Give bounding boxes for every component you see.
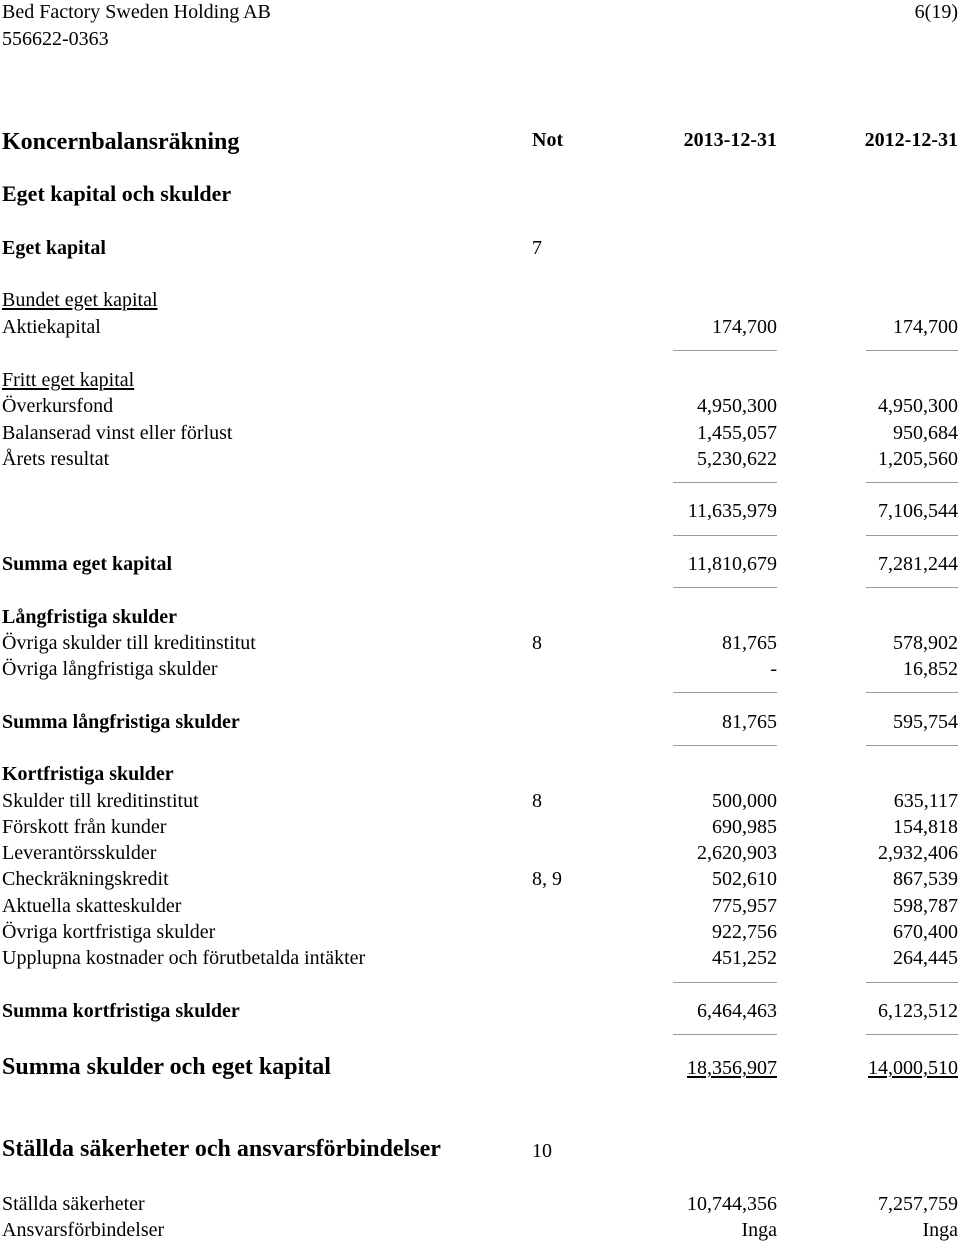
st-row-label: Upplupna kostnader och förutbetalda intäkter bbox=[2, 947, 366, 969]
st-row-2012: 264,445 bbox=[893, 947, 958, 969]
rule bbox=[866, 745, 958, 746]
rule bbox=[673, 482, 777, 483]
lt-kreditinstitut-note: 8 bbox=[532, 632, 542, 654]
rule bbox=[866, 482, 958, 483]
pledged-heading: Ställda säkerheter och ansvarsförbindelser bbox=[2, 1136, 441, 1162]
pledged-note: 10 bbox=[532, 1140, 552, 1162]
restricted-equity-heading: Bundet eget kapital bbox=[2, 289, 158, 311]
short-term-total-2013: 6,464,463 bbox=[697, 1000, 777, 1022]
st-row-label: Leverantörsskulder bbox=[2, 842, 157, 864]
rule bbox=[673, 692, 777, 693]
statement-title: Koncernbalansräkning bbox=[2, 129, 240, 155]
column-heading-2013: 2013-12-31 bbox=[683, 129, 777, 151]
rule bbox=[866, 535, 958, 536]
aktiekapital-2013: 174,700 bbox=[712, 316, 777, 338]
st-row-2012: 598,787 bbox=[893, 895, 958, 917]
column-heading-2012: 2012-12-31 bbox=[864, 129, 958, 151]
st-row-2012: 2,932,406 bbox=[878, 842, 958, 864]
st-row-2013: 502,610 bbox=[712, 868, 777, 890]
balanserad-label: Balanserad vinst eller förlust bbox=[2, 422, 233, 444]
sakerheter-label: Ställda säkerheter bbox=[2, 1193, 145, 1215]
page-number: 6(19) bbox=[914, 1, 958, 23]
grand-total-2013: 18,356,907 bbox=[687, 1057, 777, 1079]
arets-resultat-2013: 5,230,622 bbox=[697, 448, 777, 470]
overkursfond-2013: 4,950,300 bbox=[697, 395, 777, 417]
equity-note: 7 bbox=[532, 237, 542, 259]
rule bbox=[673, 1034, 777, 1035]
aktiekapital-2012: 174,700 bbox=[893, 316, 958, 338]
grand-total-label: Summa skulder och eget kapital bbox=[2, 1054, 331, 1080]
rule bbox=[673, 982, 777, 983]
long-term-total-2012: 595,754 bbox=[893, 711, 958, 733]
rule bbox=[866, 692, 958, 693]
rule bbox=[866, 587, 958, 588]
free-equity-heading: Fritt eget kapital bbox=[2, 369, 135, 391]
equity-total-2013: 11,810,679 bbox=[687, 553, 777, 575]
balanserad-2013: 1,455,057 bbox=[697, 422, 777, 444]
st-row-label: Övriga kortfristiga skulder bbox=[2, 921, 216, 943]
st-row-2012: 867,539 bbox=[893, 868, 958, 890]
st-row-2013: 690,985 bbox=[712, 816, 777, 838]
st-row-2013: 775,957 bbox=[712, 895, 777, 917]
arets-resultat-label: Årets resultat bbox=[2, 448, 110, 470]
short-term-heading: Kortfristiga skulder bbox=[2, 763, 174, 785]
long-term-heading: Långfristiga skulder bbox=[2, 606, 178, 628]
ansvar-2013: Inga bbox=[741, 1219, 777, 1241]
sakerheter-2013: 10,744,356 bbox=[687, 1193, 777, 1215]
overkursfond-2012: 4,950,300 bbox=[878, 395, 958, 417]
rule bbox=[866, 1034, 958, 1035]
grand-total-2012: 14,000,510 bbox=[868, 1057, 958, 1079]
st-row-label: Förskott från kunder bbox=[2, 816, 167, 838]
equity-heading: Eget kapital bbox=[2, 237, 106, 259]
rule bbox=[673, 350, 777, 351]
ansvar-2012: Inga bbox=[922, 1219, 958, 1241]
aktiekapital-label: Aktiekapital bbox=[2, 316, 101, 338]
st-row-label: Checkräkningskredit bbox=[2, 868, 169, 890]
st-row-2012: 670,400 bbox=[893, 921, 958, 943]
st-row-label: Skulder till kreditinstitut bbox=[2, 790, 199, 812]
lt-kreditinstitut-2013: 81,765 bbox=[722, 632, 777, 654]
st-row-2013: 500,000 bbox=[712, 790, 777, 812]
short-term-total-2012: 6,123,512 bbox=[878, 1000, 958, 1022]
short-term-total-label: Summa kortfristiga skulder bbox=[2, 1000, 240, 1022]
st-row-2013: 922,756 bbox=[712, 921, 777, 943]
st-row-2012: 635,117 bbox=[893, 790, 958, 812]
st-row-2013: 2,620,903 bbox=[697, 842, 777, 864]
arets-resultat-2012: 1,205,560 bbox=[878, 448, 958, 470]
equity-total-label: Summa eget kapital bbox=[2, 553, 172, 575]
long-term-total-2013: 81,765 bbox=[722, 711, 777, 733]
st-row-2013: 451,252 bbox=[712, 947, 777, 969]
lt-ovriga-2013: - bbox=[770, 658, 777, 680]
rule bbox=[673, 587, 777, 588]
rule bbox=[673, 745, 777, 746]
free-equity-subtotal-2012: 7,106,544 bbox=[878, 500, 958, 522]
lt-ovriga-2012: 16,852 bbox=[903, 658, 958, 680]
lt-kreditinstitut-label: Övriga skulder till kreditinstitut bbox=[2, 632, 256, 654]
overkursfond-label: Överkursfond bbox=[2, 395, 114, 417]
long-term-total-label: Summa långfristiga skulder bbox=[2, 711, 240, 733]
sakerheter-2012: 7,257,759 bbox=[878, 1193, 958, 1215]
section-title: Eget kapital och skulder bbox=[2, 181, 232, 206]
rule bbox=[866, 350, 958, 351]
st-row-2012: 154,818 bbox=[893, 816, 958, 838]
lt-kreditinstitut-2012: 578,902 bbox=[893, 632, 958, 654]
ansvar-label: Ansvarsförbindelser bbox=[2, 1219, 165, 1241]
lt-ovriga-label: Övriga långfristiga skulder bbox=[2, 658, 218, 680]
rule bbox=[673, 535, 777, 536]
org-number: 556622-0363 bbox=[2, 28, 109, 50]
st-row-note: 8 bbox=[532, 790, 542, 812]
st-row-label: Aktuella skatteskulder bbox=[2, 895, 182, 917]
equity-total-2012: 7,281,244 bbox=[878, 553, 958, 575]
rule bbox=[866, 982, 958, 983]
st-row-note: 8, 9 bbox=[532, 868, 562, 890]
note-column-heading: Not bbox=[532, 129, 564, 151]
company-name: Bed Factory Sweden Holding AB bbox=[2, 1, 271, 23]
free-equity-subtotal-2013: 11,635,979 bbox=[687, 500, 777, 522]
balanserad-2012: 950,684 bbox=[893, 422, 958, 444]
